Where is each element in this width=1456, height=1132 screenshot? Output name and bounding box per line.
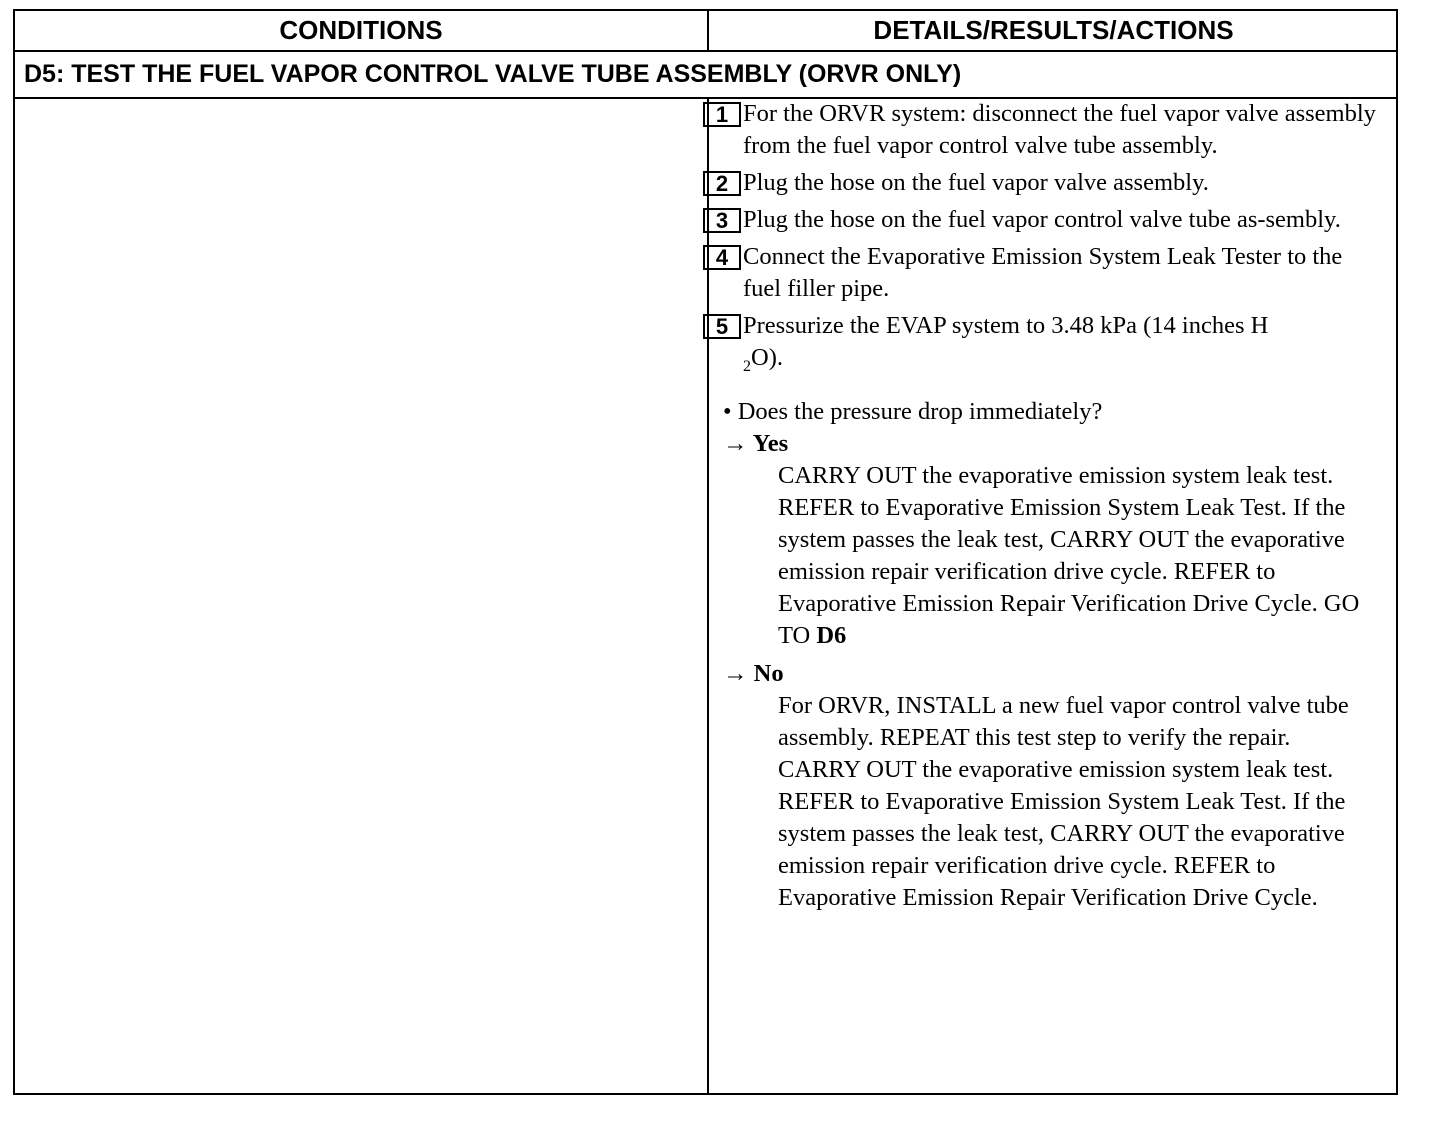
step-number-box: 1 <box>703 102 741 127</box>
step-text-main: Pressurize the EVAP system to 3.48 kPa (14 inches H <box>743 312 1269 339</box>
table-header-row <box>15 11 1396 52</box>
step-item <box>703 98 1383 162</box>
subscript: 2 <box>743 358 751 375</box>
step-number-box: 2 <box>703 171 741 196</box>
no-text: For ORVR, INSTALL a new fuel vapor control valve tube assembly. REPEAT this test step to verify the repair. CARRY OUT the evaporative emission system leak test. REFER to Evaporative Emission System Leak Test. If the system passes the leak test, CARRY OUT the evaporative emission repair verification drive cycle. REFER to Evaporative Emission Repair Verification Drive Cycle. <box>778 692 1349 911</box>
column-divider <box>707 11 709 52</box>
step-text <box>743 312 1269 375</box>
step-item <box>703 167 1383 199</box>
step-number-box: 5 <box>703 314 741 339</box>
goto-step: D6 <box>816 622 847 649</box>
no-label: → No <box>723 660 784 687</box>
details-cell <box>703 98 1383 914</box>
step-number-box: 3 <box>703 208 741 233</box>
yes-text <box>703 460 1383 652</box>
conditions-header: CONDITIONS <box>279 15 443 45</box>
yes-text-body: CARRY OUT the evaporative emission system leak test. REFER to Evaporative Emission System Leak Test. If the system passes the leak test, CARRY OUT the evaporative emission repair verification drive cycle. REFER to Evaporative Emission Repair Verification Drive Cycle. GO TO <box>778 462 1360 649</box>
yes-label: → Yes <box>723 430 789 457</box>
step-item <box>703 310 1383 383</box>
question: • Does the pressure drop immediately? <box>723 398 1103 425</box>
step-text: Plug the hose on the fuel vapor control valve tube as-sembly. <box>743 206 1341 233</box>
step-item <box>703 204 1383 236</box>
step-title: D5: TEST THE FUEL VAPOR CONTROL VALVE TUBE ASSEMBLY (ORVR ONLY) <box>15 52 1396 99</box>
step-text: Connect the Evaporative Emission System Leak Tester to the fuel filler pipe. <box>743 243 1343 302</box>
step-item <box>703 241 1383 305</box>
step-text: Plug the hose on the fuel vapor valve assembly. <box>743 169 1209 196</box>
step-number-box: 4 <box>703 245 741 270</box>
step-text: For the ORVR system: disconnect the fuel vapor valve assembly from the fuel vapor control valve tube assembly. <box>743 100 1376 159</box>
details-header: DETAILS/RESULTS/ACTIONS <box>873 15 1234 45</box>
step-text-end: O). <box>751 344 783 371</box>
